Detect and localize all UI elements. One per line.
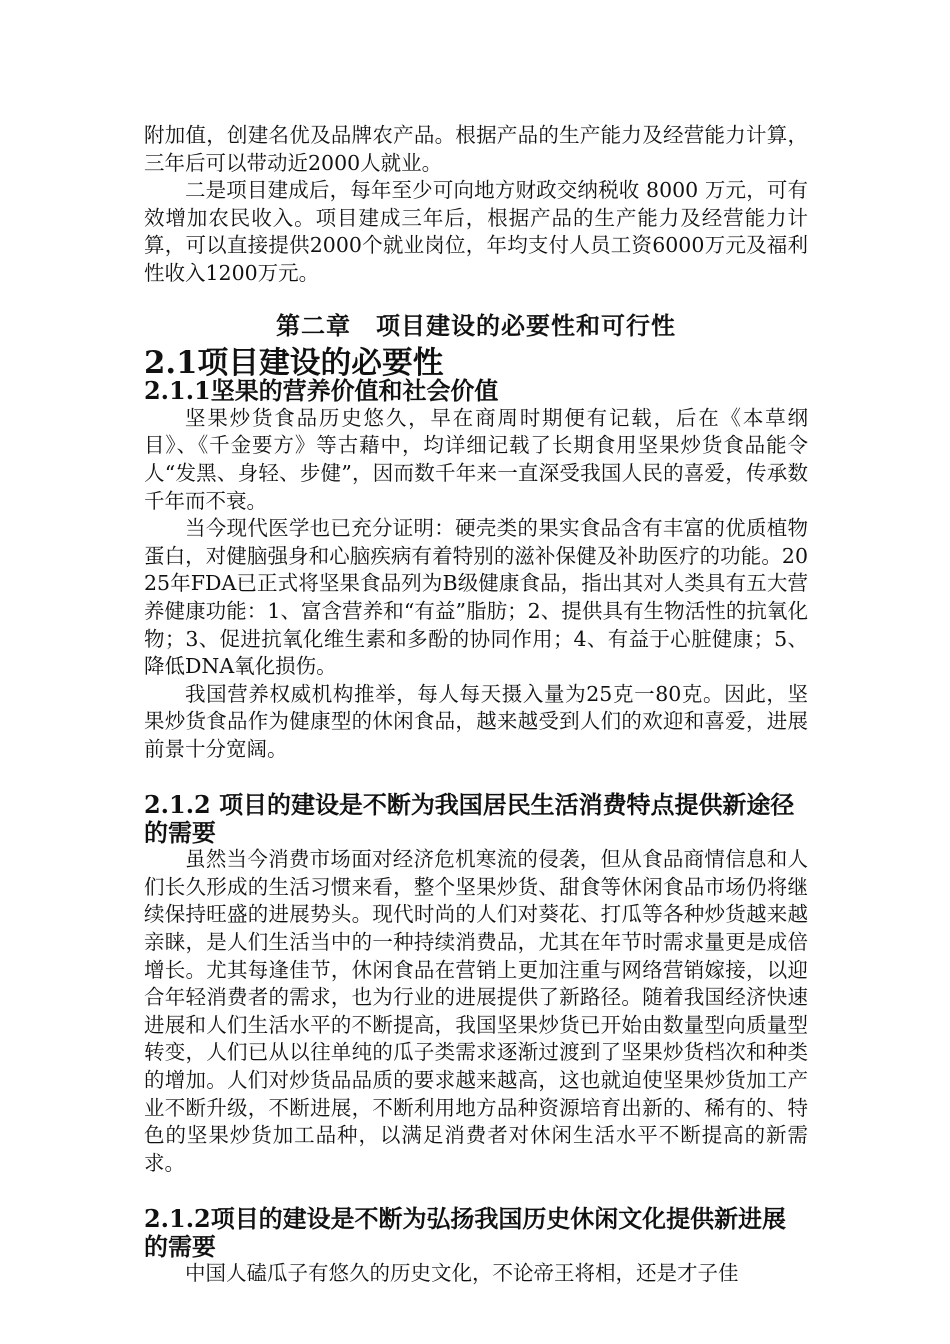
section-heading-2-1-2-culture: 2.1.2项目的建设是不断为弘扬我国历史休闲文化提供新进展的需要	[144, 1203, 786, 1261]
paragraph-consumer-market: 虽然当今消费市场面对经济危机寒流的侵袭，但从食品商情信息和人们长久形成的生活习惯来看，整个坚果炒货、甜食等休闲食品市场仍将继续保持旺盛的进展势头。现代时尚的人们对葵花、打瓜等各种炒货越来越亲睐，是人们生活当中的一种持续消费品，尤其在年节时需求量更是成倍增长。尤其每逢佳节，休闲食品在营销上更加注重与网络营销嫁接，以迎合年轻消费者的需求，也为行业的进展提供了新路径。随着我国经济快速进展和人们生活水平的不断提高，我国坚果炒货已开始由数量型向质量型转变，人们已从以往单纯的瓜子类需求逐渐过渡到了坚果炒货档次和种类的增加。人们对炒货品品质的要求越来越高，这也就迫使坚果炒货加工产业不断升级，不断进展，不断利用地方品种资源培育出新的、稀有的、特色的坚果炒货加工品种，以满足消费者对休闲生活水平不断提高的新需求。	[144, 847, 808, 1175]
paragraph-modern-medicine: 当今现代医学也已充分证明：硬壳类的果实食品含有丰富的优质植物蛋白，对健脑强身和心脑疾病有着特别的滋补保健及补助医疗的功能。2025年FDA已正式将坚果食品列为B级健康食品，指出其对人类具有五大营养健康功能：1、富含营养和“有益”脂肪；2、提供具有生物活性的抗氧化物；3、促进抗氧化维生素和多酚的协同作用；4、有益于心脏健康；5、降低DNA氧化损伤。	[144, 516, 808, 679]
blank-line	[144, 763, 808, 791]
paragraph-intake-recommendation: 我国营养权威机构推举，每人每天摄入量为25克一80克。因此，坚果炒货食品作为健康型的休闲食品，越来越受到人们的欢迎和喜爱，进展前景十分宽阔。	[144, 681, 808, 761]
blank-line	[144, 1177, 808, 1205]
paragraph-second-benefit: 二是项目建成后，每年至少可向地方财政交纳税收 8000 万元，可有效增加农民收入。项目建成三年后，根据产品的生产能力及经营能力计算，可以直接提供2000个就业岗位，年均支付人员工资6000万元及福利性收入1200万元。	[144, 178, 808, 285]
page-body	[144, 122, 808, 1288]
chapter-title: 第二章 项目建设的必要性和可行性	[276, 310, 676, 340]
spacer	[144, 288, 808, 310]
paragraph-seed-culture: 中国人磕瓜子有悠久的历史文化，不论帝王将相，还是才子佳	[185, 1261, 739, 1286]
paragraph-intro-continued: 附加值，创建名优及品牌农产品。根据产品的生产能力及经营能力计算，三年后可以带动近2000人就业。	[144, 123, 808, 175]
section-heading-2-1-1: 2.1.1坚果的营养价值和社会价值	[144, 376, 499, 406]
paragraph-nut-history: 坚果炒货食品历史悠久，早在商周时期便有记载，后在《本草纲目》、《千金要方》等古藉中，均详细记载了长期食用坚果炒货食品能令人“发黑、身轻、步健”，因而数千年来一直深受我国人民的喜爱，传承数千年而不衰。	[144, 405, 808, 513]
section-heading-2-1-2-consumption: 2.1.2 项目的建设是不断为我国居民生活消费特点提供新途径的需要	[144, 790, 795, 847]
section-heading-2-1: 2.1项目建设的必要性	[144, 344, 444, 381]
